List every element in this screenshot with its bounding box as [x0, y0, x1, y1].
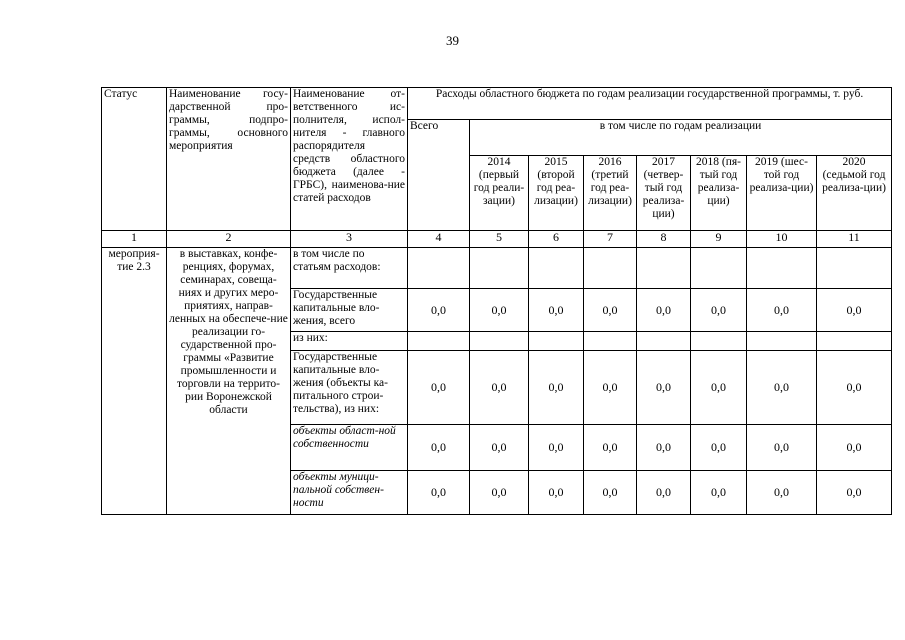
value-2019: 0,0	[747, 289, 817, 332]
column-numbers-row	[102, 231, 892, 248]
header-year-2017: 2017 (четвер-тый год реализа-ции)	[637, 156, 691, 231]
value-total: 0,0	[408, 351, 470, 425]
value-2014: 0,0	[470, 351, 529, 425]
value-2017: 0,0	[637, 351, 691, 425]
value-2020: 0,0	[817, 351, 892, 425]
value-2016: 0,0	[584, 471, 637, 515]
value-2020: 0,0	[817, 471, 892, 515]
body-program-name: в выставках, конфе-ренциях, форумах, семинарах, совеща-ниях и других меро-приятиях, направ-ленных на обеспече-ние реализации го-сударственной про-граммы «Развитие промышленности и торговли на террито-рии Воронежской области	[167, 248, 291, 515]
header-program-name: Наименование госу-дарственной про-граммы, подпро-граммы, основного мероприятия	[167, 88, 291, 231]
value-2015: 0,0	[529, 289, 584, 332]
column-number: 9	[691, 231, 747, 248]
header-year-2015: 2015 (второй год реа-лизации)	[529, 156, 584, 231]
value-total: 0,0	[408, 289, 470, 332]
column-number: 4	[408, 231, 470, 248]
value-2020: 0,0	[817, 289, 892, 332]
value-2018: 0,0	[691, 289, 747, 332]
column-number: 1	[102, 231, 167, 248]
value-2017: 0,0	[637, 425, 691, 471]
value-2020: 0,0	[817, 425, 892, 471]
value-2014: 0,0	[470, 425, 529, 471]
header-status: Статус	[102, 88, 167, 231]
column-number: 7	[584, 231, 637, 248]
page-number: 39	[446, 33, 459, 48]
value-2015: 0,0	[529, 425, 584, 471]
column-number: 8	[637, 231, 691, 248]
value-2014: 0,0	[470, 289, 529, 332]
value-2016: 0,0	[584, 351, 637, 425]
value-2016: 0,0	[584, 289, 637, 332]
header-year-2016: 2016 (третий год реа-лизации)	[584, 156, 637, 231]
value-2019: 0,0	[747, 351, 817, 425]
row-label: Государственные капитальные вло-жения (объекты ка-питального строи-тельства), из них:	[291, 351, 408, 425]
value-2015: 0,0	[529, 471, 584, 515]
table-row	[102, 248, 892, 289]
value-2014: 0,0	[470, 471, 529, 515]
value-total: 0,0	[408, 425, 470, 471]
value-2018: 0,0	[691, 425, 747, 471]
value-2017: 0,0	[637, 471, 691, 515]
row-label: в том числе по статьям расходов:	[291, 248, 408, 289]
header-year-2019: 2019 (шес-той год реализа-ции)	[747, 156, 817, 231]
header-year-2014: 2014 (первый год реали-зации)	[470, 156, 529, 231]
body-status: мероприя-тие 2.3	[102, 248, 167, 515]
value-2018: 0,0	[691, 351, 747, 425]
value-2015: 0,0	[529, 351, 584, 425]
column-number: 5	[470, 231, 529, 248]
budget-table	[101, 87, 892, 515]
value-2019: 0,0	[747, 425, 817, 471]
header-executor: Наименование от-ветственного ис-полнителя, испол-нителя - главного распорядителя средств областного бюджета (далее - ГРБС), наименова-ние статей расходов	[291, 88, 408, 231]
row-label: Государственные капитальные вло-жения, всего	[291, 289, 408, 332]
column-number: 2	[167, 231, 291, 248]
header-expenses-title: Расходы областного бюджета по годам реализации государственной программы, т. руб.	[408, 88, 892, 120]
value-2017: 0,0	[637, 289, 691, 332]
value-2018: 0,0	[691, 471, 747, 515]
column-number: 3	[291, 231, 408, 248]
column-number: 10	[747, 231, 817, 248]
value-total: 0,0	[408, 471, 470, 515]
column-number: 11	[817, 231, 892, 248]
value-2016: 0,0	[584, 425, 637, 471]
row-label: из них:	[291, 332, 408, 351]
header-row-1	[102, 88, 892, 120]
value-2019: 0,0	[747, 471, 817, 515]
row-label: объекты област-ной собственности	[291, 425, 408, 471]
header-year-2020: 2020 (седьмой год реализа-ции)	[817, 156, 892, 231]
header-year-2018: 2018 (пя-тый год реализа-ции)	[691, 156, 747, 231]
header-by-years: в том числе по годам реализации	[470, 120, 892, 156]
column-number: 6	[529, 231, 584, 248]
header-total: Всего	[408, 120, 470, 231]
row-label: объекты муници-пальной собствен-ности	[291, 471, 408, 515]
